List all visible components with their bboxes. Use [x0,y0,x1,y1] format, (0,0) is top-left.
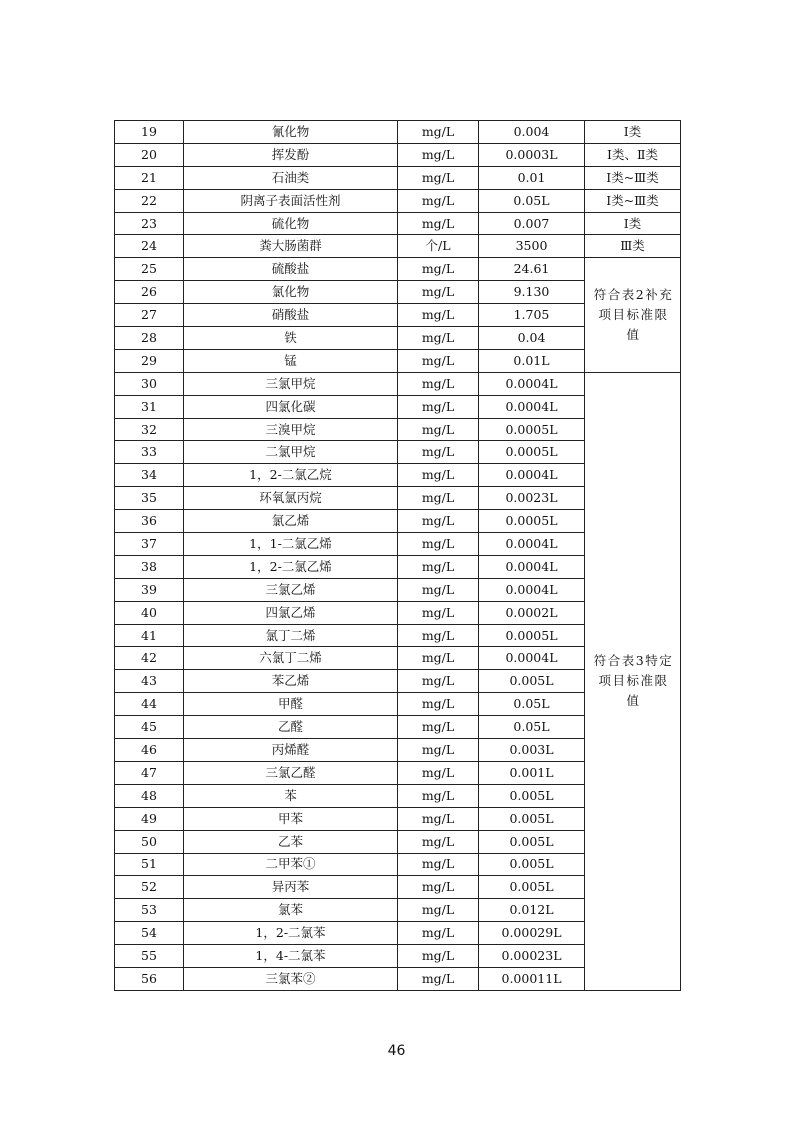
item-name: 异丙苯 [184,876,398,899]
item-value: 0.00029L [479,922,585,945]
item-number: 47 [115,761,184,784]
table-row [115,166,681,189]
item-name: 苯 [184,784,398,807]
item-class: Ⅰ类~Ⅲ类 [585,166,681,189]
item-value: 0.0003L [479,143,585,166]
item-number: 28 [115,327,184,350]
item-number: 27 [115,304,184,327]
item-name: 石油类 [184,166,398,189]
item-value: 0.0005L [479,441,585,464]
item-unit: mg/L [398,441,479,464]
item-number: 46 [115,739,184,762]
item-number: 48 [115,784,184,807]
item-value: 0.005L [479,830,585,853]
item-name: 1，1-二氯乙烯 [184,533,398,556]
item-number: 52 [115,876,184,899]
item-name: 甲醛 [184,693,398,716]
item-number: 31 [115,395,184,418]
item-name: 氯丁二烯 [184,624,398,647]
item-number: 25 [115,258,184,281]
item-class: Ⅰ类 [585,212,681,235]
item-value: 0.005L [479,784,585,807]
item-name: 二甲苯① [184,853,398,876]
item-class: Ⅰ类 [585,121,681,144]
item-name: 阴离子表面活性剂 [184,189,398,212]
item-value: 0.0004L [479,372,585,395]
table-row [115,212,681,235]
item-value: 0.012L [479,899,585,922]
item-value: 0.003L [479,739,585,762]
item-name: 氯苯 [184,899,398,922]
item-name: 环氧氯丙烷 [184,487,398,510]
item-value: 0.0002L [479,601,585,624]
item-number: 19 [115,121,184,144]
item-name: 三氯乙烯 [184,578,398,601]
item-unit: mg/L [398,716,479,739]
item-unit: mg/L [398,533,479,556]
item-value: 0.0004L [479,533,585,556]
item-value: 0.004 [479,121,585,144]
item-unit: mg/L [398,967,479,990]
item-unit: mg/L [398,830,479,853]
item-unit: mg/L [398,258,479,281]
item-name: 四氯化碳 [184,395,398,418]
water-quality-table [114,120,681,991]
standard-note-specific: 符合表3特定项目标准限值 [585,372,681,990]
item-value: 3500 [479,235,585,258]
item-name: 1，4-二氯苯 [184,945,398,968]
item-value: 0.007 [479,212,585,235]
item-number: 54 [115,922,184,945]
item-unit: mg/L [398,418,479,441]
item-value: 0.0004L [479,464,585,487]
item-name: 甲苯 [184,807,398,830]
item-name: 硫化物 [184,212,398,235]
table-row [115,143,681,166]
item-value: 0.0005L [479,624,585,647]
item-value: 0.01 [479,166,585,189]
item-unit: mg/L [398,487,479,510]
item-number: 45 [115,716,184,739]
item-unit: mg/L [398,784,479,807]
item-number: 29 [115,349,184,372]
item-number: 38 [115,555,184,578]
item-name: 三氯乙醛 [184,761,398,784]
item-name: 硝酸盐 [184,304,398,327]
item-number: 40 [115,601,184,624]
item-value: 0.0023L [479,487,585,510]
item-number: 30 [115,372,184,395]
item-number: 42 [115,647,184,670]
item-name: 1，2-二氯乙烯 [184,555,398,578]
item-unit: 个/L [398,235,479,258]
item-number: 26 [115,281,184,304]
item-unit: mg/L [398,876,479,899]
item-unit: mg/L [398,899,479,922]
item-unit: mg/L [398,372,479,395]
item-number: 34 [115,464,184,487]
item-name: 四氯乙烯 [184,601,398,624]
item-value: 0.005L [479,670,585,693]
item-value: 9.130 [479,281,585,304]
item-value: 0.0005L [479,418,585,441]
item-name: 六氯丁二烯 [184,647,398,670]
item-number: 24 [115,235,184,258]
item-unit: mg/L [398,212,479,235]
item-name: 乙苯 [184,830,398,853]
item-unit: mg/L [398,510,479,533]
item-class: Ⅰ类~Ⅲ类 [585,189,681,212]
item-unit: mg/L [398,143,479,166]
item-unit: mg/L [398,327,479,350]
item-number: 39 [115,578,184,601]
item-unit: mg/L [398,281,479,304]
item-value: 0.00023L [479,945,585,968]
item-value: 0.001L [479,761,585,784]
item-unit: mg/L [398,189,479,212]
item-value: 0.005L [479,807,585,830]
item-name: 锰 [184,349,398,372]
item-name: 三溴甲烷 [184,418,398,441]
item-unit: mg/L [398,464,479,487]
item-name: 三氯甲烷 [184,372,398,395]
item-unit: mg/L [398,624,479,647]
item-value: 0.01L [479,349,585,372]
item-number: 44 [115,693,184,716]
item-unit: mg/L [398,761,479,784]
item-value: 0.04 [479,327,585,350]
item-number: 56 [115,967,184,990]
item-value: 0.0004L [479,395,585,418]
item-value: 0.05L [479,693,585,716]
item-number: 21 [115,166,184,189]
item-number: 37 [115,533,184,556]
item-name: 丙烯醛 [184,739,398,762]
item-number: 20 [115,143,184,166]
item-unit: mg/L [398,739,479,762]
item-value: 0.005L [479,853,585,876]
item-value: 0.0004L [479,555,585,578]
item-name: 硫酸盐 [184,258,398,281]
item-unit: mg/L [398,945,479,968]
item-class: Ⅰ类、Ⅱ类 [585,143,681,166]
page-number: 46 [387,1043,406,1059]
table-row [115,235,681,258]
item-number: 23 [115,212,184,235]
table-row [115,258,681,281]
item-name: 1，2-二氯乙烷 [184,464,398,487]
item-name: 苯乙烯 [184,670,398,693]
table-row [115,372,681,395]
item-class: Ⅲ类 [585,235,681,258]
item-value: 0.00011L [479,967,585,990]
item-unit: mg/L [398,647,479,670]
item-unit: mg/L [398,693,479,716]
item-name: 二氯甲烷 [184,441,398,464]
item-unit: mg/L [398,670,479,693]
item-value: 0.0004L [479,578,585,601]
standard-note-supplementary: 符合表2补充项目标准限值 [585,258,681,372]
item-value: 24.61 [479,258,585,281]
item-unit: mg/L [398,304,479,327]
item-value: 0.05L [479,189,585,212]
item-name: 挥发酚 [184,143,398,166]
item-name: 氯化物 [184,281,398,304]
item-value: 0.0004L [479,647,585,670]
item-unit: mg/L [398,922,479,945]
item-unit: mg/L [398,395,479,418]
item-unit: mg/L [398,555,479,578]
item-number: 22 [115,189,184,212]
item-unit: mg/L [398,578,479,601]
item-unit: mg/L [398,807,479,830]
item-name: 三氯苯② [184,967,398,990]
item-number: 49 [115,807,184,830]
item-value: 0.05L [479,716,585,739]
item-unit: mg/L [398,601,479,624]
item-unit: mg/L [398,166,479,189]
item-unit: mg/L [398,853,479,876]
item-name: 粪大肠菌群 [184,235,398,258]
item-unit: mg/L [398,121,479,144]
table-row [115,121,681,144]
item-number: 55 [115,945,184,968]
item-number: 43 [115,670,184,693]
item-number: 41 [115,624,184,647]
item-value: 0.005L [479,876,585,899]
item-name: 乙醛 [184,716,398,739]
item-name: 1，2-二氯苯 [184,922,398,945]
item-number: 50 [115,830,184,853]
item-name: 氰化物 [184,121,398,144]
item-number: 51 [115,853,184,876]
item-name: 铁 [184,327,398,350]
item-unit: mg/L [398,349,479,372]
item-value: 0.0005L [479,510,585,533]
table-row [115,189,681,212]
item-number: 35 [115,487,184,510]
item-number: 36 [115,510,184,533]
item-name: 氯乙烯 [184,510,398,533]
item-number: 32 [115,418,184,441]
item-number: 53 [115,899,184,922]
item-number: 33 [115,441,184,464]
item-value: 1.705 [479,304,585,327]
